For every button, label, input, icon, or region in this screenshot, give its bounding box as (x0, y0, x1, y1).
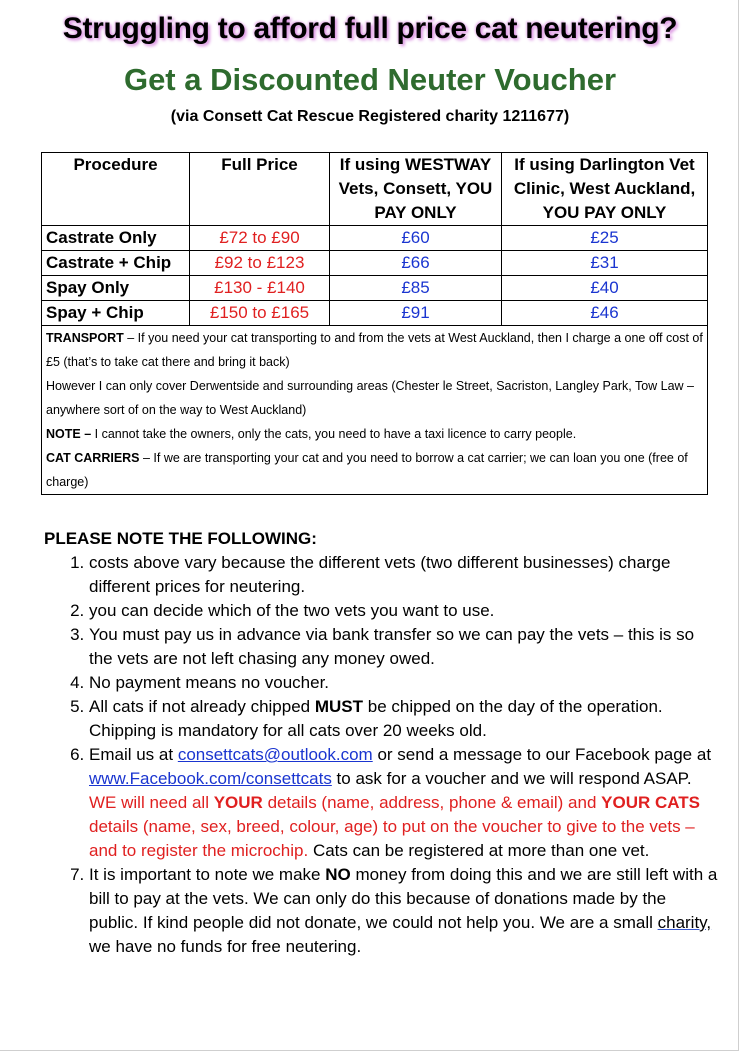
item-6-red-5: details (name, sex, breed, colour, age) to put on the voucher to give to the vets – and to register the microchip. (89, 817, 695, 860)
item-5-text-a: All cats if not already chipped (89, 697, 315, 716)
note-text: I cannot take the owners, only the cats, you need to have a taxi licence to carry people. (91, 427, 577, 441)
item-6-red-3: details (name, address, phone & email) and (262, 793, 602, 812)
table-notes-row (42, 326, 708, 495)
darlington-price-cell: £46 (502, 301, 708, 326)
subhead: Get a Discounted Neuter Voucher (123, 62, 617, 97)
list-item (89, 599, 719, 623)
item-5-text-c: be chipped on the day of the operation. Chipping is mandatory for all cats over 20 weeks old. (89, 697, 663, 740)
carriers-label: CAT CARRIERS (46, 451, 140, 465)
table-row (42, 251, 708, 276)
item-5-must: MUST (314, 697, 364, 716)
darlington-price-cell: £40 (502, 276, 708, 301)
please-note-title: PLEASE NOTE THE FOLLOWING: (44, 529, 317, 548)
transport-note (46, 326, 703, 374)
list-item (89, 695, 719, 743)
item-2-text: you can decide which of the two vets you want to use. (89, 601, 495, 620)
header-darlington: If using Darlington Vet Clinic, West Auckland, YOU PAY ONLY (502, 153, 708, 226)
item-7-text-a: It is important to note we make (89, 865, 326, 884)
owners-note (46, 422, 703, 446)
header-full-price: Full Price (190, 153, 330, 226)
item-6-red-your-cats: YOUR CATS (601, 793, 701, 812)
facebook-link[interactable]: www.Facebook.com/consettcats (89, 769, 332, 788)
item-7-no: NO (325, 865, 351, 884)
item-6-red-1: WE will need all (89, 793, 214, 812)
list-item (89, 671, 719, 695)
item-6-text-a: Email us at (89, 745, 178, 764)
email-link[interactable]: consettcats@outlook.com (177, 745, 373, 764)
carriers-text: – If we are transporting your cat and you need to borrow a cat carrier; we can loan you one (free of charge) (46, 451, 688, 489)
procedure-cell: Castrate Only (42, 226, 190, 251)
item-1-text: costs above vary because the different vets (two different businesses) charge different prices for neutering. (89, 553, 671, 596)
price-table (41, 152, 708, 495)
item-3-text: You must pay us in advance via bank transfer so we can pay the vets – this is so the vets are not left chasing any money owed. (89, 625, 695, 668)
list-item (89, 863, 719, 959)
table-row (42, 301, 708, 326)
coverage-note: However I can only cover Derwentside and surrounding areas (Chester le Street, Sacriston, Langley Park, Tow Law – anywhere sort of on the way to West Auckland) (46, 379, 695, 417)
full-price-cell: £130 - £140 (190, 276, 330, 301)
item-7-charity: charity, (657, 913, 712, 932)
transport-text: – If you need your cat transporting to and from the vets at West Auckland, then I charge a one off cost of £5 (that’s to take cat there and bring it back) (46, 331, 703, 369)
table-row (42, 226, 708, 251)
item-6-text-d: Cats can be registered at more than one vet. (308, 841, 650, 860)
list-item (89, 623, 719, 671)
item-7-text-e: we have no funds for free neutering. (89, 937, 362, 956)
item-6-red-your: YOUR (213, 793, 263, 812)
westway-price-cell: £91 (330, 301, 502, 326)
table-row (42, 276, 708, 301)
procedure-cell: Castrate + Chip (42, 251, 190, 276)
header-westway: If using WESTWAY Vets, Consett, YOU PAY ONLY (330, 153, 502, 226)
item-4-text: No payment means no voucher. (89, 673, 330, 692)
item-7-text-c: money from doing this and we are still left with a bill to pay at the vets. We can only do this because of donations made by the public. If kind people did not donate, we could not help you. We are a small (89, 865, 718, 932)
item-6-text-c: to ask for a voucher and we will respond ASAP. (331, 769, 692, 788)
full-price-cell: £92 to £123 (190, 251, 330, 276)
darlington-price-cell: £31 (502, 251, 708, 276)
transport-label: TRANSPORT (46, 331, 124, 345)
charity-line: (via Consett Cat Rescue Registered charity 1211677) (170, 108, 570, 125)
darlington-price-cell: £25 (502, 226, 708, 251)
full-price-cell: £150 to £165 (190, 301, 330, 326)
westway-price-cell: £66 (330, 251, 502, 276)
please-note-list (65, 551, 719, 959)
full-price-cell: £72 to £90 (190, 226, 330, 251)
procedure-cell: Spay Only (42, 276, 190, 301)
list-item (89, 551, 719, 599)
carriers-note (46, 446, 703, 494)
procedure-cell: Spay + Chip (42, 301, 190, 326)
headline: Struggling to afford full price cat neutering? (62, 12, 678, 45)
westway-price-cell: £60 (330, 226, 502, 251)
note-label: NOTE – (46, 427, 92, 441)
notes-cell (42, 326, 708, 495)
list-item (89, 743, 719, 863)
table-header-row (42, 153, 708, 226)
header-procedure: Procedure (42, 153, 190, 226)
item-6-text-b: or send a message to our Facebook page at (372, 745, 712, 764)
westway-price-cell: £85 (330, 276, 502, 301)
